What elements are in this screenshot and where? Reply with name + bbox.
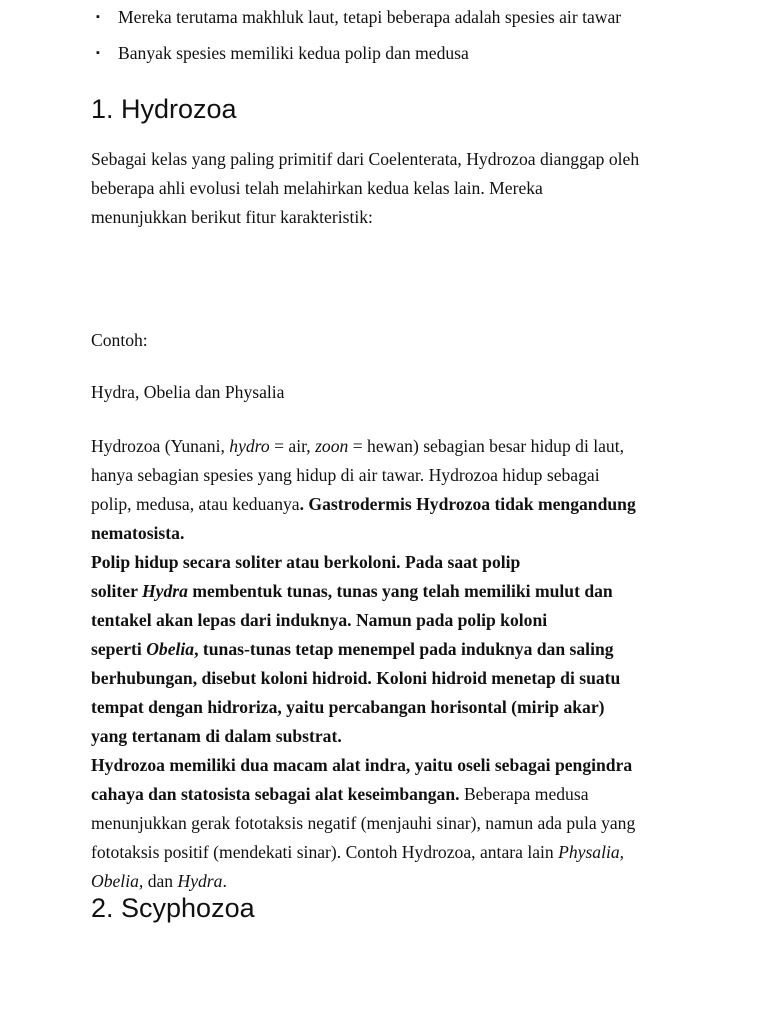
detail-line: Obelia, dan Hydra. [91, 871, 227, 891]
list-item-text: Mereka terutama makhluk laut, tetapi beberapa adalah spesies air tawar [118, 7, 622, 27]
heading-hydrozoa: 1. Hydrozoa [91, 94, 237, 124]
document-page [91, 0, 691, 923]
examples-text: Hydra, Obelia dan Physalia [91, 382, 285, 402]
contoh-label: Contoh: [91, 330, 148, 350]
intro-line: Sebagai kelas yang paling primitif dari Coelenterata, Hydrozoa dianggap oleh [91, 149, 640, 169]
detail-line: Hydrozoa memiliki dua macam alat indra, yaitu oseli sebagai pengindra [91, 755, 633, 775]
detail-line: tentakel akan lepas dari induknya. Namun pada polip koloni [91, 610, 548, 630]
detail-line: menunjukkan gerak fototaksis negatif (menjauhi sinar), namun ada pula yang [91, 813, 636, 833]
bullet-marker: ▪ [96, 11, 100, 23]
detail-line: hanya sebagian spesies yang hidup di air tawar. Hydrozoa hidup sebagai [91, 465, 600, 485]
term-hydra: Hydra [141, 581, 188, 601]
bullet-marker: ▪ [96, 46, 100, 59]
detail-line: Hydrozoa (Yunani, hydro = air, zoon = hewan) sebagian besar hidup di laut, [91, 436, 625, 456]
detail-line: berhubungan, disebut koloni hidroid. Koloni hidroid menetap di suatu [91, 668, 621, 688]
characteristics-list [91, 0, 691, 71]
detail-line: yang tertanam di dalam substrat. [91, 726, 342, 746]
detail-line: cahaya dan statosista sebagai alat keseimbangan. Beberapa medusa [91, 784, 589, 804]
term-obelia: Obelia, [91, 871, 144, 891]
detail-line: Polip hidup secara soliter atau berkoloni. Pada saat polip [91, 552, 521, 572]
term-physalia: Physalia, [558, 842, 625, 862]
term-obelia: Obelia [146, 639, 195, 659]
intro-line: beberapa ahli evolusi telah melahirkan kedua kelas lain. Mereka [91, 178, 543, 198]
detail-line: polip, medusa, atau keduanya. Gastrodermis Hydrozoa tidak mengandung [91, 494, 636, 514]
detail-line: nematosista. [91, 523, 185, 543]
intro-paragraph [91, 145, 691, 232]
list-item-text: Banyak spesies memiliki kedua polip dan medusa [118, 42, 469, 63]
detail-line: seperti Obelia, tunas-tunas tetap menempel pada induknya dan saling [91, 639, 614, 659]
heading-scyphozoa: 2. Scyphozoa [91, 893, 255, 923]
term-hydro: hydro [229, 436, 270, 456]
detail-paragraph [91, 432, 691, 896]
detail-line: soliter Hydra membentuk tunas, tunas yang telah memiliki mulut dan [91, 581, 613, 601]
detail-line: tempat dengan hidroriza, yaitu percabangan horisontal (mirip akar) [91, 697, 605, 717]
term-hydra: Hydra [177, 871, 223, 891]
detail-line: fototaksis positif (mendekati sinar). Contoh Hydrozoa, antara lain Physalia, [91, 842, 625, 862]
list-item [91, 0, 691, 36]
term-zoon: zoon [315, 436, 349, 456]
intro-line: menunjukkan berikut fitur karakteristik: [91, 207, 373, 227]
list-item [91, 36, 691, 72]
